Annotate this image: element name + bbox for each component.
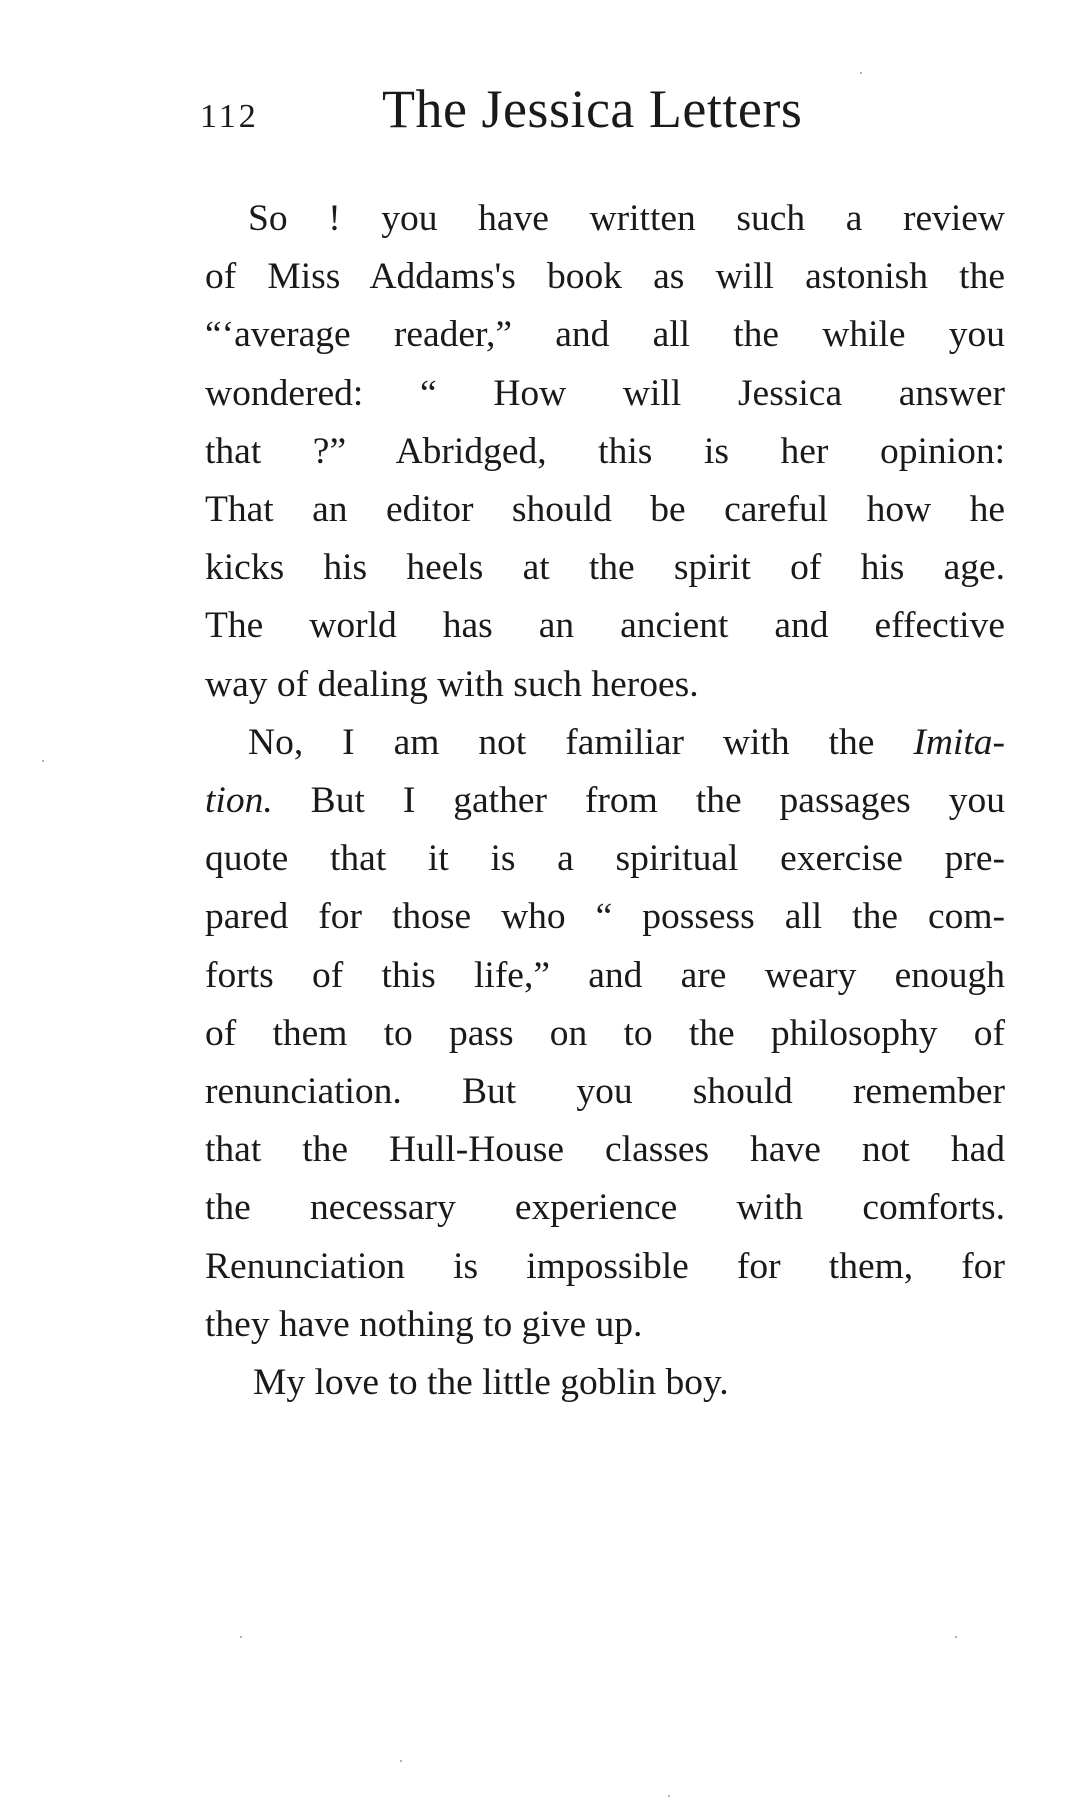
closing-line: My love to the little goblin boy. — [253, 1362, 729, 1404]
text-line: they have nothing to give up. — [205, 1303, 643, 1345]
italic-title: tion. — [205, 780, 273, 822]
running-title: The Jessica Letters — [382, 79, 803, 139]
text-line — [205, 772, 1005, 830]
text-line: That an editor should be careful how he — [205, 489, 1005, 531]
text-line: pared for those who “ possess all the com- — [205, 896, 1005, 938]
paper-speck — [860, 72, 862, 74]
italic-title: Imita- — [913, 721, 1005, 763]
paper-speck — [955, 1636, 957, 1638]
text-segment: But I gather from the passages you — [272, 780, 1005, 822]
text-line: Renunciation is impossible for them, for — [205, 1245, 1005, 1287]
paper-speck — [240, 1636, 242, 1638]
text-line: So ! you have written such a review — [248, 198, 1005, 239]
page-header — [200, 78, 980, 148]
paper-speck — [668, 1795, 670, 1797]
text-line: quote that it is a spiritual exercise pre- — [205, 838, 1005, 880]
paragraph-2 — [205, 714, 1005, 1354]
text-line: “‘average reader,” and all the while you — [205, 314, 1005, 356]
text-line: the necessary experience with comforts. — [205, 1187, 1005, 1229]
text-line: renunciation. But you should remember — [205, 1071, 1005, 1113]
paper-speck — [42, 760, 44, 762]
text-line: that ?” Abridged, this is her opinion: — [205, 430, 1005, 472]
text-line: of Miss Addams's book as will astonish the — [205, 256, 1005, 298]
paragraph-1 — [205, 190, 1005, 714]
text-line: The world has an ancient and effective — [205, 605, 1005, 647]
text-line: way of dealing with such heroes. — [205, 663, 699, 705]
paper-speck — [400, 1760, 402, 1762]
letter-body — [205, 190, 1005, 1412]
text-line: of them to pass on to the philosophy of — [205, 1012, 1005, 1054]
text-line: forts of this life,” and are weary enough — [205, 954, 1005, 996]
text-line: kicks his heels at the spirit of his age. — [205, 547, 1005, 589]
text-line — [205, 714, 1005, 772]
text-line: that the Hull-House classes have not had — [205, 1129, 1005, 1171]
text-segment: No, I am not familiar with the — [248, 721, 914, 763]
text-line: wondered: “ How will Jessica answer — [205, 372, 1005, 414]
page-number: 112 — [200, 98, 259, 135]
